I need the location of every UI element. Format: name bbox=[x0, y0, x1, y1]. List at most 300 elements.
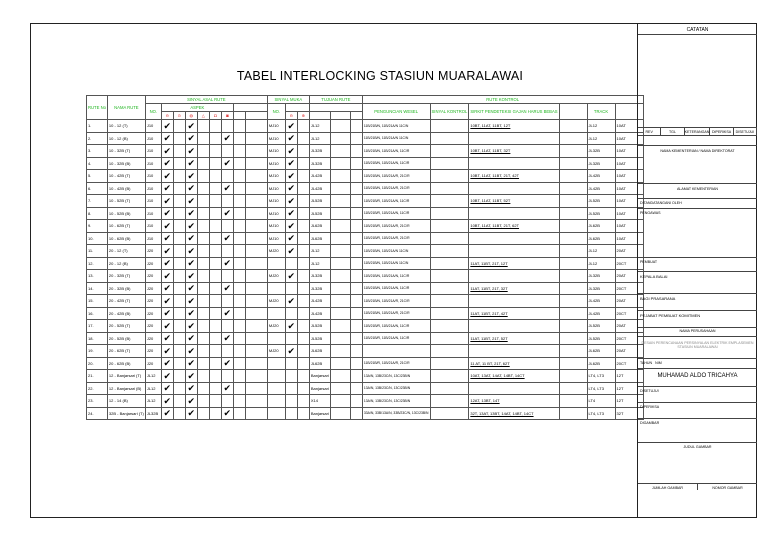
table-row bbox=[87, 320, 644, 333]
aspect-check bbox=[233, 307, 245, 320]
signal-no: JL12 bbox=[145, 370, 161, 383]
aspect-check: ✔ bbox=[221, 407, 233, 420]
point-locking: 11B/21B/N, 11B/21A/N 11C/N bbox=[362, 257, 430, 270]
route-name: 12 - Banjarsari (B) bbox=[107, 382, 145, 395]
aspect-check bbox=[209, 120, 221, 133]
aspect-check: ✔ bbox=[185, 295, 197, 308]
route-no: 24. bbox=[87, 407, 108, 420]
aspect-check: ✔ bbox=[185, 270, 197, 283]
track-end: 20AT bbox=[615, 295, 643, 308]
aspect-check bbox=[173, 382, 185, 395]
aspect-check: ✔ bbox=[185, 157, 197, 170]
track-end: 20CT bbox=[615, 332, 643, 345]
aspect-check: ✔ bbox=[161, 257, 173, 270]
aspect-check bbox=[245, 245, 267, 258]
destination-spare bbox=[330, 345, 350, 358]
control-signal bbox=[430, 195, 469, 208]
aspect-check: ✔ bbox=[221, 157, 233, 170]
muka-no bbox=[267, 307, 285, 320]
destination-spare bbox=[350, 232, 362, 245]
track-end: 20AT bbox=[615, 270, 643, 283]
table-row bbox=[87, 282, 644, 295]
header-no: NO. bbox=[145, 104, 161, 120]
track-circuits: 10BT, 11AT, 11BT, 52T bbox=[469, 195, 559, 208]
control-signal bbox=[430, 182, 469, 195]
aspect-check bbox=[209, 270, 221, 283]
aspect-check: ✔ bbox=[161, 207, 173, 220]
destination-spare bbox=[330, 145, 350, 158]
control-signal bbox=[430, 332, 469, 345]
aspect-check: ✔ bbox=[185, 195, 197, 208]
destination: JL52B bbox=[309, 320, 330, 333]
point-locking: 11B/21B/N, 11B/21A/N, 11C/R bbox=[362, 282, 430, 295]
rev-col-0: REV bbox=[638, 128, 661, 135]
nama-kementerian: NAMA KEMENTERIAN / NAMA DIREKTORAT bbox=[638, 145, 757, 165]
muka-check bbox=[285, 257, 297, 270]
aspect-check bbox=[233, 120, 245, 133]
table-row bbox=[87, 182, 644, 195]
aspect-check: ✔ bbox=[185, 182, 197, 195]
disetujui-label: DISETUJUI bbox=[638, 386, 757, 395]
destination-spare bbox=[350, 407, 362, 420]
control-signal bbox=[430, 257, 469, 270]
destination: JL42B bbox=[309, 170, 330, 183]
destination: JL52B bbox=[309, 207, 330, 220]
aspect-check bbox=[209, 395, 221, 408]
point-locking: 11B/21B/N, 11B/21A/R, 21C/R bbox=[362, 307, 430, 320]
muka-check: ✔ bbox=[285, 182, 297, 195]
point-locking: 11B/21B/N, 11B/21A/N, 11C/R bbox=[362, 145, 430, 158]
point-locking: 13A/N, 13B/23C/N, 13C/23B/N bbox=[362, 395, 430, 408]
aspect-check bbox=[245, 407, 267, 420]
destination: JL32B bbox=[309, 270, 330, 283]
destination: X14 bbox=[309, 395, 330, 408]
muka-check bbox=[285, 370, 297, 383]
control-signal bbox=[430, 370, 469, 383]
pengawas-label: PENGAWAS bbox=[638, 208, 757, 217]
aspect-check bbox=[245, 195, 267, 208]
track-circuits: 10AT, 13AT, 14AT, 14BT, 14CT bbox=[469, 370, 559, 383]
route-name: 20 - 12 (T) bbox=[107, 245, 145, 258]
route-no: 17. bbox=[87, 320, 108, 333]
destination-spare bbox=[350, 145, 362, 158]
route-no: 19. bbox=[87, 345, 108, 358]
point-locking: 11B/21B/N, 11B/21A/N 11C/N bbox=[362, 132, 430, 145]
table-row bbox=[87, 370, 644, 383]
destination: JL12 bbox=[309, 132, 330, 145]
destination-spare bbox=[350, 382, 362, 395]
track: JL62B bbox=[587, 345, 615, 358]
muka-no: MJ10 bbox=[267, 220, 285, 233]
signal-no: J10 bbox=[145, 157, 161, 170]
track: JL62B bbox=[587, 232, 615, 245]
table-row bbox=[87, 357, 644, 370]
destination: JL62B bbox=[309, 232, 330, 245]
kepala-balai-label: KEPALA BALAI bbox=[638, 271, 757, 281]
track-end: 12T bbox=[615, 382, 643, 395]
track: JL32B bbox=[587, 270, 615, 283]
track-end: 32T bbox=[615, 407, 643, 420]
aspect-check bbox=[197, 132, 209, 145]
route-name: 10 - 42B (B) bbox=[107, 182, 145, 195]
aspect-check bbox=[233, 370, 245, 383]
aspect-check bbox=[173, 257, 185, 270]
muka-aspect bbox=[297, 195, 309, 208]
aspect-check bbox=[173, 282, 185, 295]
aspect-check: ✔ bbox=[185, 145, 197, 158]
aspect-check bbox=[209, 407, 221, 420]
aspect-check bbox=[197, 370, 209, 383]
aspect-check bbox=[245, 357, 267, 370]
control-spare bbox=[559, 195, 587, 208]
destination-spare bbox=[350, 345, 362, 358]
muka-check bbox=[285, 407, 297, 420]
muka-no: MJ10 bbox=[267, 145, 285, 158]
control-spare bbox=[559, 370, 587, 383]
catatan-label: CATATAN bbox=[686, 27, 709, 33]
aspect-check bbox=[173, 395, 185, 408]
table-row bbox=[87, 170, 644, 183]
destination-spare bbox=[330, 195, 350, 208]
muka-no: MJ10 bbox=[267, 195, 285, 208]
route-no: 23. bbox=[87, 395, 108, 408]
muka-no: MJ20 bbox=[267, 270, 285, 283]
route-no: 11. bbox=[87, 245, 108, 258]
control-signal bbox=[430, 232, 469, 245]
aspect-check bbox=[233, 132, 245, 145]
track-end: 20CT bbox=[615, 257, 643, 270]
aspect-check bbox=[197, 207, 209, 220]
destination-spare bbox=[350, 332, 362, 345]
route-no: 7. bbox=[87, 195, 108, 208]
control-spare bbox=[559, 395, 587, 408]
muka-aspect bbox=[297, 170, 309, 183]
destination-spare bbox=[330, 245, 350, 258]
point-locking: 11B/21B/R, 11B/21A/N, 11C/R bbox=[362, 207, 430, 220]
aspect-check bbox=[197, 170, 209, 183]
aspect-check bbox=[233, 332, 245, 345]
judul-gambar-label: JUDUL GAMBAR bbox=[638, 442, 757, 449]
aspect-check bbox=[233, 407, 245, 420]
destination: JL32B bbox=[309, 145, 330, 158]
signal-no: J20 bbox=[145, 295, 161, 308]
aspect-check bbox=[221, 170, 233, 183]
aspect-check bbox=[233, 270, 245, 283]
route-no: 16. bbox=[87, 307, 108, 320]
control-signal bbox=[430, 407, 469, 420]
muka-check: ✔ bbox=[285, 207, 297, 220]
aspect-check: ✔ bbox=[221, 132, 233, 145]
aspect-check bbox=[221, 270, 233, 283]
muka-no: MJ10 bbox=[267, 182, 285, 195]
control-spare bbox=[559, 132, 587, 145]
control-signal bbox=[430, 307, 469, 320]
aspect-check bbox=[221, 220, 233, 233]
aspect-check: ✔ bbox=[161, 232, 173, 245]
signal-no: J10 bbox=[145, 220, 161, 233]
route-name: 10 - 52B (T) bbox=[107, 195, 145, 208]
destination-spare bbox=[350, 370, 362, 383]
control-spare bbox=[559, 357, 587, 370]
aspect-check: ✔ bbox=[161, 382, 173, 395]
destination-spare bbox=[330, 282, 350, 295]
aspect-check bbox=[233, 220, 245, 233]
ditandatangan-label: DITANDATANGANI OLEH bbox=[638, 198, 757, 207]
aspect-check: ✔ bbox=[161, 307, 173, 320]
destination-spare bbox=[350, 270, 362, 283]
aspect-check bbox=[173, 145, 185, 158]
aspect-check bbox=[173, 120, 185, 133]
aspect-check bbox=[221, 345, 233, 358]
aspect-check: ✔ bbox=[221, 182, 233, 195]
aspect-check bbox=[209, 382, 221, 395]
table-row bbox=[87, 295, 644, 308]
point-locking: 11B/21B/N, 11B/21A/R, 21C/R bbox=[362, 295, 430, 308]
route-no: 6. bbox=[87, 182, 108, 195]
point-locking: 11B/21B/R, 11B/21A/R, 21C/R bbox=[362, 357, 430, 370]
aspect-check bbox=[233, 257, 245, 270]
track: JL42B bbox=[587, 295, 615, 308]
control-spare bbox=[559, 320, 587, 333]
muka-aspect bbox=[297, 382, 309, 395]
aspect-check bbox=[245, 232, 267, 245]
destination-spare bbox=[350, 395, 362, 408]
control-spare bbox=[559, 332, 587, 345]
track-end: 20CT bbox=[615, 357, 643, 370]
route-name: 20 - 62B (T) bbox=[107, 345, 145, 358]
destination-spare bbox=[330, 395, 350, 408]
route-name: 20 - 42B (T) bbox=[107, 295, 145, 308]
aspect-check bbox=[245, 395, 267, 408]
destination: JL32B bbox=[309, 157, 330, 170]
route-no: 3. bbox=[87, 145, 108, 158]
aspect-check bbox=[233, 357, 245, 370]
aspect-check bbox=[197, 120, 209, 133]
aspect-check bbox=[209, 170, 221, 183]
track: JL42B bbox=[587, 170, 615, 183]
destination-spare bbox=[330, 320, 350, 333]
destination-spare bbox=[330, 220, 350, 233]
muka-no bbox=[267, 332, 285, 345]
aspect-check bbox=[233, 395, 245, 408]
muka-check: ✔ bbox=[285, 320, 297, 333]
aspect-check: ✔ bbox=[161, 332, 173, 345]
track-circuits: 10BT, 11AT, 11BT, 12T bbox=[469, 120, 559, 133]
control-spare bbox=[559, 220, 587, 233]
destination-spare bbox=[350, 257, 362, 270]
muka-check: ✔ bbox=[285, 170, 297, 183]
signal-no: J20 bbox=[145, 270, 161, 283]
point-locking: 11B/21B/R, 11B/21A/R, 21C/R bbox=[362, 220, 430, 233]
aspect-check: ✔ bbox=[185, 320, 197, 333]
muka-aspect bbox=[297, 232, 309, 245]
aspect-check bbox=[221, 370, 233, 383]
destination: JL12 bbox=[309, 257, 330, 270]
aspect-check: ✔ bbox=[185, 232, 197, 245]
track: JL52B bbox=[587, 320, 615, 333]
destination-spare bbox=[350, 120, 362, 133]
destination-spare bbox=[350, 307, 362, 320]
aspect-check bbox=[245, 332, 267, 345]
destination: Banjarsari bbox=[309, 370, 330, 383]
aspect-check bbox=[197, 332, 209, 345]
point-locking: 11B/21B/R, 11B/21A/R, 21C/R bbox=[362, 232, 430, 245]
aspect-check: ✔ bbox=[221, 232, 233, 245]
track: JL62B bbox=[587, 220, 615, 233]
muka-check: ✔ bbox=[285, 220, 297, 233]
destination: JL62B bbox=[309, 220, 330, 233]
control-signal bbox=[430, 220, 469, 233]
table-row bbox=[87, 157, 644, 170]
aspect-check bbox=[197, 307, 209, 320]
table-row bbox=[87, 145, 644, 158]
aspect-check bbox=[209, 157, 221, 170]
track-circuits bbox=[469, 295, 559, 308]
point-locking: 11B/21B/N, 11B/21A/N 11C/N bbox=[362, 245, 430, 258]
header-sirkit: SIRKIT PENDETEKSI GAJAN HARUS BEBAS bbox=[469, 104, 559, 120]
destination-spare bbox=[330, 382, 350, 395]
control-spare bbox=[559, 407, 587, 420]
aspect-check bbox=[197, 407, 209, 420]
route-no: 18. bbox=[87, 332, 108, 345]
header-rute: RUTE No bbox=[87, 96, 108, 120]
control-spare bbox=[559, 182, 587, 195]
destination-spare bbox=[330, 357, 350, 370]
aspect-check bbox=[197, 395, 209, 408]
aspect-check bbox=[221, 395, 233, 408]
destination-spare bbox=[330, 157, 350, 170]
destination: JL42B bbox=[309, 182, 330, 195]
revision-header bbox=[638, 127, 757, 135]
muka-aspect bbox=[297, 120, 309, 133]
track-circuits bbox=[469, 320, 559, 333]
muka-check bbox=[285, 332, 297, 345]
control-signal bbox=[430, 245, 469, 258]
header-rute-kontrol: RUTE KONTROL bbox=[362, 96, 643, 104]
diperiksa-label: DIPERIKSA bbox=[638, 402, 757, 411]
signal-no: J10 bbox=[145, 207, 161, 220]
header-muka-no: NO. bbox=[267, 104, 285, 120]
point-locking: 11B/21B/R, 11B/21A/N, 11C/R bbox=[362, 332, 430, 345]
muka-no bbox=[267, 257, 285, 270]
destination-spare bbox=[350, 157, 362, 170]
aspect-check: ✔ bbox=[185, 120, 197, 133]
muka-check bbox=[285, 357, 297, 370]
track: JL12 bbox=[587, 257, 615, 270]
author-name: MUHAMAD ALDO TRICAHYA bbox=[638, 368, 757, 379]
signal-no: J20 bbox=[145, 332, 161, 345]
aspect-check bbox=[209, 195, 221, 208]
route-no: 8. bbox=[87, 207, 108, 220]
aspect-check bbox=[245, 132, 267, 145]
aspect-check bbox=[173, 370, 185, 383]
header-sinyal-asal: SINYAL ASAL RUTE bbox=[145, 96, 267, 104]
alamat-kementerian: ALAMAT KEMENTERIAN bbox=[638, 183, 757, 191]
aspect-check bbox=[197, 145, 209, 158]
track-end: 10AT bbox=[615, 170, 643, 183]
control-spare bbox=[559, 207, 587, 220]
table-row bbox=[87, 270, 644, 283]
aspect-check bbox=[233, 157, 245, 170]
track: LT4, LT3 bbox=[587, 407, 615, 420]
aspect-check bbox=[197, 270, 209, 283]
signal-no: JL32B bbox=[145, 407, 161, 420]
aspect-check: ✔ bbox=[161, 395, 173, 408]
point-locking: 11B/21B/R, 11B/21A/N, 11C/R bbox=[362, 195, 430, 208]
aspect-check: ✔ bbox=[161, 282, 173, 295]
aspect-check: ✔ bbox=[161, 145, 173, 158]
track: JL52B bbox=[587, 332, 615, 345]
track: LT4 bbox=[587, 395, 615, 408]
aspect-check bbox=[197, 382, 209, 395]
aspect-check bbox=[209, 307, 221, 320]
track-end: 10AT bbox=[615, 232, 643, 245]
control-signal bbox=[430, 345, 469, 358]
header-wesel: PENGUNCIAN WESEL bbox=[362, 104, 430, 120]
table-row bbox=[87, 245, 644, 258]
track-end: 20AT bbox=[615, 345, 643, 358]
muka-aspect bbox=[297, 257, 309, 270]
track: JL42B bbox=[587, 307, 615, 320]
point-locking bbox=[362, 345, 430, 358]
muka-no: MJ10 bbox=[267, 132, 285, 145]
point-locking: 11B/21B/N, 11B/21A/N, 11C/R bbox=[362, 270, 430, 283]
control-signal bbox=[430, 382, 469, 395]
aspect-check bbox=[173, 232, 185, 245]
muka-check: ✔ bbox=[285, 145, 297, 158]
muka-aspect bbox=[297, 207, 309, 220]
aspect-check: ✔ bbox=[185, 345, 197, 358]
muka-check bbox=[285, 395, 297, 408]
track: JL12 bbox=[587, 120, 615, 133]
control-spare bbox=[559, 295, 587, 308]
aspect-check bbox=[197, 182, 209, 195]
track-circuits bbox=[469, 382, 559, 395]
table-row bbox=[87, 332, 644, 345]
route-no: 22. bbox=[87, 382, 108, 395]
muka-check bbox=[285, 307, 297, 320]
signal-no: J10 bbox=[145, 232, 161, 245]
control-signal bbox=[430, 157, 469, 170]
route-no: 4. bbox=[87, 157, 108, 170]
track-circuits: 32T, 13AT, 13BT, 14AT, 14BT, 14CT bbox=[469, 407, 559, 420]
nomor-gambar-label: NOMOR GAMBAR bbox=[712, 486, 743, 490]
track-circuits: 10BT, 11AT, 11BT, 32T bbox=[469, 145, 559, 158]
aspect-check: ✔ bbox=[185, 332, 197, 345]
point-locking: 11B/21B/R, 11B/21A/N, 11C/R bbox=[362, 320, 430, 333]
jumlah-nomor-row bbox=[638, 483, 757, 490]
destination-spare bbox=[330, 132, 350, 145]
aspect-check bbox=[233, 145, 245, 158]
table-row bbox=[87, 220, 644, 233]
muka-aspect bbox=[297, 220, 309, 233]
muka-check: ✔ bbox=[285, 232, 297, 245]
destination-spare bbox=[350, 132, 362, 145]
point-locking: 13A/N, 13B/23C/N, 13C/23B/N bbox=[362, 370, 430, 383]
table-row bbox=[87, 307, 644, 320]
aspect-check bbox=[245, 157, 267, 170]
aspect-check bbox=[245, 145, 267, 158]
destination-spare bbox=[330, 407, 350, 420]
destination-spare bbox=[330, 270, 350, 283]
rev-col-3: DIPERIKSA bbox=[710, 128, 733, 135]
aspect-check bbox=[173, 332, 185, 345]
signal-no: J20 bbox=[145, 345, 161, 358]
track-circuits: 11AT, 11BT, 21T, 42T bbox=[469, 307, 559, 320]
track-end: 10AT bbox=[615, 120, 643, 133]
aspect-check: ✔ bbox=[185, 257, 197, 270]
aspect-check bbox=[173, 182, 185, 195]
